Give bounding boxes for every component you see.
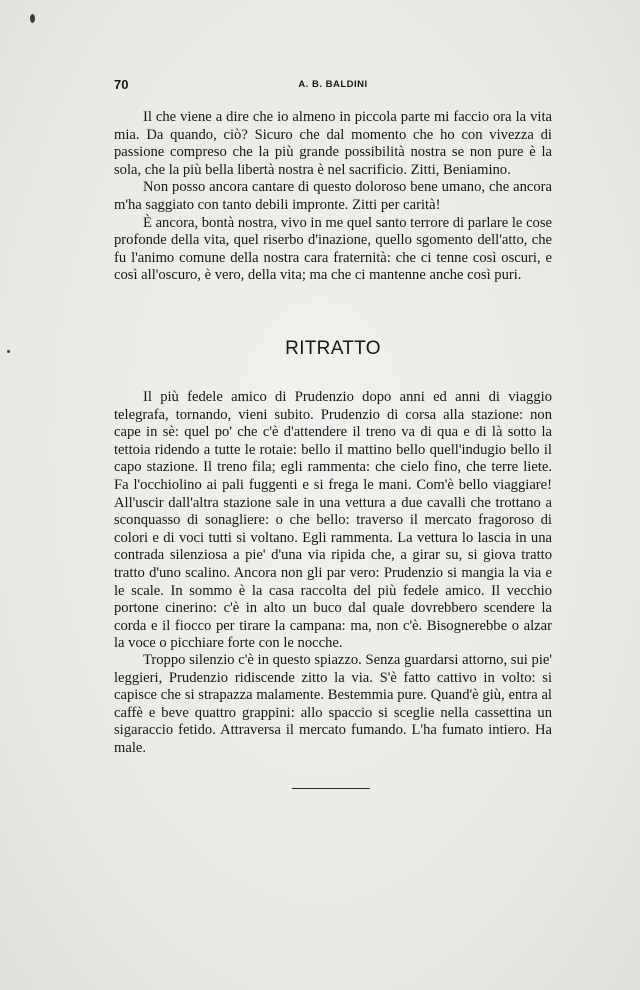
paper-speck [30, 14, 35, 23]
intro-text [114, 109, 552, 285]
paragraph: Il più fedele amico di Prudenzio dopo anni ed anni di viaggio telegrafa, tornando, vieni subito. Prudenzio di corsa alla stazione: non cape in sè: quel po' che c'è d'attendere il treno va di qua e di là sotto la tettoia ridendo a tutte le rotaie: bello il mattino bello quell'indugio bello il capo stazione. Il treno fila; egli rammenta: che cielo fino, che terre liete. Fa l'occhiolino ai pali fuggenti e si frega le mani. Com'è bello viaggiare! All'uscir dall'altra stazione sale in una vettura a due cavalli che trottano a sconquasso di sonagliere: o che bello: traverso il mercato fragoroso di colori e di voci tutti si voltano. Egli rammenta. La vettura lo lascia in una contrada silenziosa a pie' d'una via ripida che, a girar su, si giova tratto tratto d'uno scalino. Ancora non gli par vero: Prudenzio si mangia la via e le scale. In sommo è la casa raccolta del più fedele amico. Il vecchio portone cinerino: c'è in alto un buco dal quale dovrebbero scendere la corda e il fiocco per tirare la campana: ma, non c'è. Bisognerebbe o alzar la voce o picchiare forte con le nocche. [114, 389, 552, 652]
paper-speck [7, 350, 10, 353]
paragraph: Troppo silenzio c'è in questo spiazzo. Senza guardarsi attorno, sui pie' leggieri, Prudenzio ridiscende zitto la via. S'è fatto cattivo in volto: si capisce che si strapazza malamente. Bestemmia pure. Quand'è giù, entra al caffè e beve quattro grappini: allo spaccio si sceglie nella cassettina un sigaraccio fetido. Attraversa il mercato fumando. L'ha fumato intiero. Ha male. [114, 652, 552, 756]
paragraph: Il che viene a dire che io almeno in piccola parte mi faccio ora la vita mia. Da quando, ciò? Sicuro che dal momento che ho con vivezza di passione compreso che la più grande possibilità nostra se non pure è la sola, che la più bella libertà nostra è nel sacrificio. Zitti, Beniamino. [114, 109, 552, 178]
page-header [114, 77, 552, 93]
paragraph: È ancora, bontà nostra, vivo in me quel santo terrore di parlare le cose profonde della vita, quel riserbo d'inazione, quello sgomento dell'atto, che fu l'animo comune della nostra cara fraternità: che ci tenne così oscuri, e così all'oscuro, è vero, della vita; ma che ci mantenne anche così puri. [114, 214, 552, 284]
running-head: A. B. BALDINI [298, 79, 368, 90]
section-title: RITRATTO [285, 338, 381, 359]
paragraph: Non posso ancora cantare di questo doloroso bene umano, che ancora m'ha saggiato con tanto debili impronte. Zitti per carità! [114, 179, 552, 213]
page-number: 70 [114, 77, 129, 92]
section-paragraph-1 [114, 389, 552, 653]
section-paragraph-2 [114, 652, 552, 758]
section-end-rule [292, 788, 370, 789]
